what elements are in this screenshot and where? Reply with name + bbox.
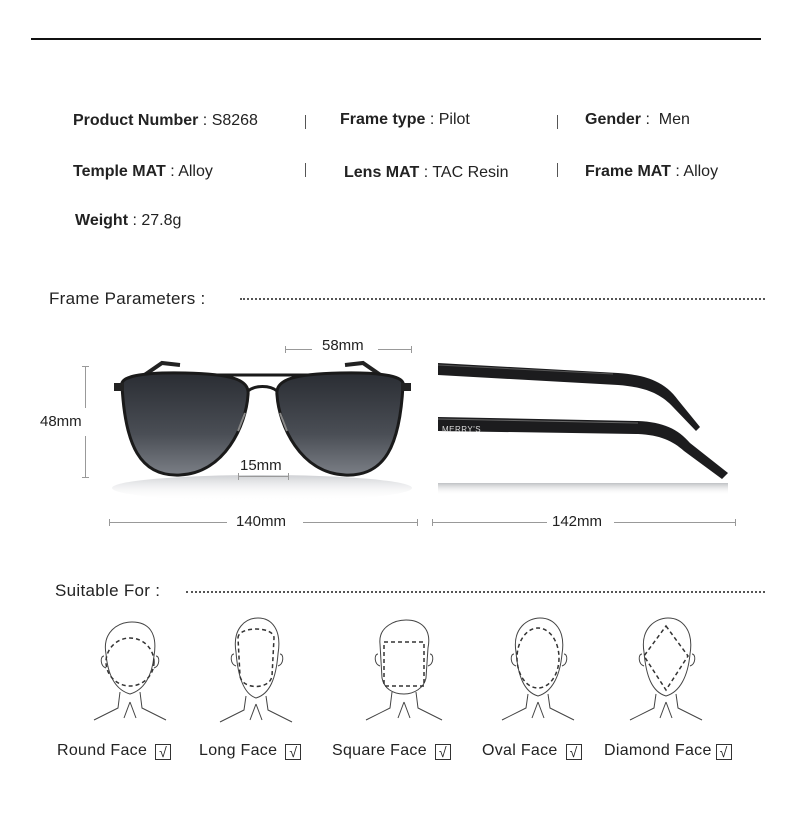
spec-label: Product Number (73, 112, 199, 129)
dotted-rule (186, 591, 765, 593)
face-option-oval (482, 742, 582, 760)
spec-label: Lens MAT (344, 164, 420, 181)
oval-face-icon (496, 614, 580, 726)
spec-separator (305, 115, 306, 129)
spec-separator (557, 115, 558, 129)
diamond-face-icon (624, 614, 708, 726)
spec-temple-mat: Temple MAT : Alloy (73, 163, 213, 180)
spec-value: Alloy (178, 163, 213, 180)
checkbox-icon: √ (155, 744, 171, 760)
spec-value: Alloy (683, 163, 719, 180)
dimension-line (109, 522, 227, 523)
dimension-line (432, 522, 547, 523)
spec-label: Weight (75, 212, 129, 229)
bridge-width-label: 15mm (240, 457, 282, 474)
dimension-tick (411, 346, 412, 353)
face-option-square (332, 742, 451, 760)
dimension-line (614, 522, 735, 523)
sunglasses-temple-image (438, 355, 738, 500)
dimension-line (378, 349, 411, 350)
round-face-icon (88, 614, 172, 726)
spec-product-number: Product Number : S8268 (73, 112, 258, 129)
lens-height-label: 48mm (40, 413, 82, 430)
spec-value: S8268 (211, 112, 258, 129)
dimension-tick (238, 473, 239, 480)
checkbox-icon: √ (285, 744, 301, 760)
spec-value: Pilot (438, 111, 470, 128)
spec-frame-mat: Frame MAT : Alloy (585, 163, 719, 180)
dimension-line (85, 366, 86, 408)
checkbox-icon: √ (435, 744, 451, 760)
spec-label: Frame MAT (585, 163, 671, 180)
sunglasses-front-image (100, 355, 425, 505)
dotted-rule (240, 298, 765, 300)
long-face-icon (214, 614, 298, 726)
spec-weight: Weight : 27.8g (75, 212, 182, 229)
face-option-round (57, 742, 171, 760)
top-divider (31, 38, 761, 40)
spec-separator (557, 163, 558, 177)
checkbox-icon: √ (566, 744, 582, 760)
dimension-line (238, 476, 288, 477)
face-label: Square Face (332, 742, 427, 759)
dimension-tick (82, 477, 89, 478)
face-label: Oval Face (482, 742, 558, 759)
dimension-tick (288, 473, 289, 480)
spec-label: Gender (585, 111, 642, 128)
face-label: Round Face (57, 742, 148, 759)
spec-frame-type: Frame type : Pilot (340, 111, 470, 128)
spec-gender: Gender : Men (585, 111, 690, 128)
temple-length-label: 142mm (552, 513, 603, 530)
dimension-tick (285, 346, 286, 353)
square-face-icon (362, 614, 446, 726)
dimension-line (85, 436, 86, 477)
dimension-line (303, 522, 417, 523)
spec-label: Temple MAT (73, 163, 166, 180)
frame-width-label: 140mm (236, 513, 287, 530)
spec-value: Men (658, 111, 690, 128)
temple-brand-text: MERRY'S (442, 425, 482, 434)
lens-width-label: 58mm (322, 337, 364, 354)
spec-value: 27.8g (141, 212, 182, 229)
spec-lens-mat: Lens MAT : TAC Resin (344, 164, 509, 181)
face-option-diamond (604, 742, 732, 760)
face-option-long (199, 742, 301, 760)
dimension-tick (417, 519, 418, 526)
dimension-line (285, 349, 312, 350)
spec-separator (305, 163, 306, 177)
face-label: Diamond Face (604, 742, 712, 759)
checkbox-icon: √ (716, 744, 732, 760)
frame-parameters-title: Frame Parameters : (49, 289, 206, 308)
suitable-for-title: Suitable For : (55, 581, 161, 600)
dimension-tick (109, 519, 110, 526)
face-label: Long Face (199, 742, 278, 759)
dimension-tick (735, 519, 736, 526)
spec-label: Frame type (340, 111, 426, 128)
spec-value: TAC Resin (432, 164, 509, 181)
